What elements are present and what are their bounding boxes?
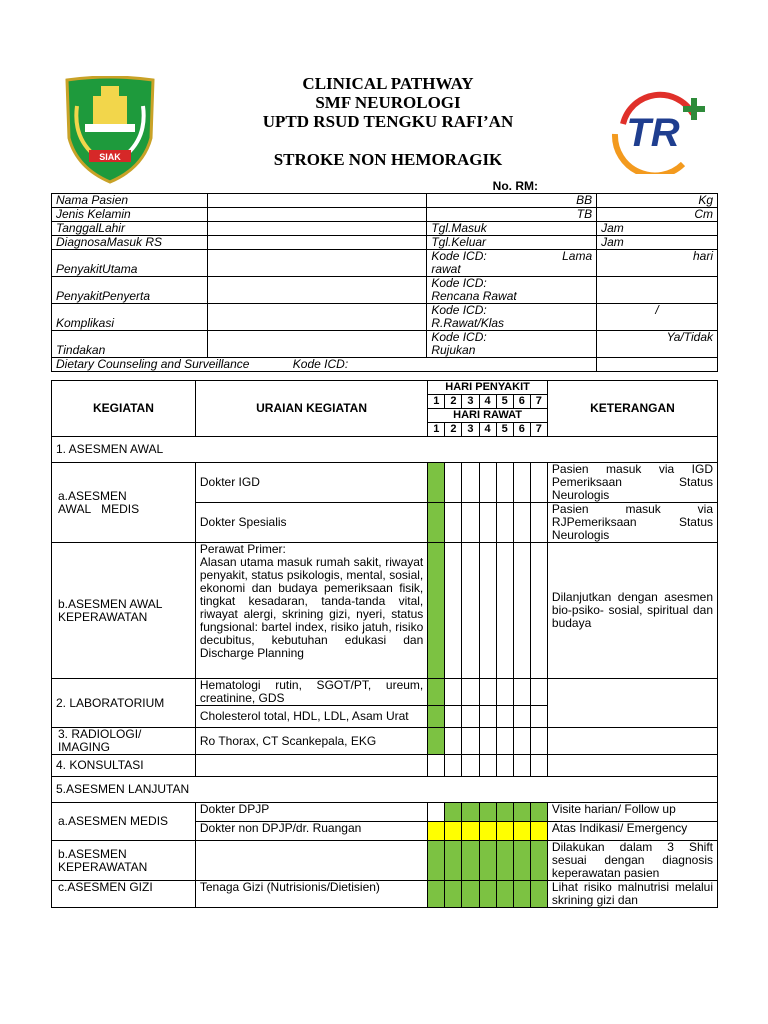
header-uraian: URAIAN KEGIATAN xyxy=(195,381,427,437)
header-hari-rawat: HARI RAWAT xyxy=(428,409,548,423)
day-cell[interactable] xyxy=(445,463,462,503)
label-tgl-lahir: TanggalLahir xyxy=(52,222,208,236)
day-cell[interactable] xyxy=(530,463,547,503)
day-cell[interactable] xyxy=(462,706,479,728)
ket-lab xyxy=(547,679,717,728)
label-tgl-keluar: Tgl.Keluar xyxy=(427,236,597,250)
field-penyakit-utama[interactable] xyxy=(207,250,426,277)
day-cell[interactable] xyxy=(530,822,547,841)
day-cell[interactable] xyxy=(513,755,530,777)
day-cell[interactable] xyxy=(462,503,479,543)
day-4: 4 xyxy=(479,423,496,437)
label-jenis: Jenis Kelamin xyxy=(52,208,208,222)
field-diagnosa[interactable] xyxy=(207,236,426,250)
day-5: 5 xyxy=(496,423,513,437)
day-cell[interactable] xyxy=(428,706,445,728)
day-cell[interactable] xyxy=(479,822,496,841)
field-dietary[interactable] xyxy=(597,358,718,372)
field-komplikasi[interactable] xyxy=(207,304,426,331)
info-row xyxy=(52,194,718,208)
table-row xyxy=(52,463,718,503)
uraian-gizi: Tenaga Gizi (Nutrisionis/Dietisien) xyxy=(195,881,427,908)
siak-logo xyxy=(63,76,157,186)
day-cell[interactable] xyxy=(445,755,462,777)
day-cell[interactable] xyxy=(496,881,513,908)
day-6: 6 xyxy=(513,423,530,437)
table-row xyxy=(52,679,718,706)
label-ya-tidak: Ya/Tidak xyxy=(597,331,718,358)
day-cell[interactable] xyxy=(530,679,547,706)
tr-logo xyxy=(603,84,713,174)
day-cell[interactable] xyxy=(462,728,479,755)
day-1: 1 xyxy=(428,395,445,409)
no-rm-label: No. RM: xyxy=(492,179,538,193)
label-asesmen-medis: a.ASESMEN MEDIS xyxy=(52,803,196,841)
day-cell[interactable] xyxy=(428,803,445,822)
label-tgl-masuk: Tgl.Masuk xyxy=(427,222,597,236)
cell-kode-rencana xyxy=(427,277,597,304)
day-cell[interactable] xyxy=(479,706,496,728)
uraian-dokter-igd: Dokter IGD xyxy=(195,463,427,503)
perawat-title: Perawat Primer: xyxy=(199,542,286,556)
day-1: 1 xyxy=(428,423,445,437)
info-row xyxy=(52,222,718,236)
day-cell[interactable] xyxy=(513,822,530,841)
section-asesmen-awal: 1. ASESMEN AWAL xyxy=(52,437,718,463)
table-row xyxy=(52,881,718,908)
day-cell[interactable] xyxy=(530,543,547,679)
day-7: 7 xyxy=(530,395,547,409)
day-cell[interactable] xyxy=(445,803,462,822)
cell-kode-rujukan xyxy=(427,331,597,358)
day-cell[interactable] xyxy=(428,503,445,543)
uraian-radiologi: Ro Thorax, CT Scankepala, EKG xyxy=(195,728,427,755)
cell-kode-lama xyxy=(427,250,597,277)
day-cell[interactable] xyxy=(530,803,547,822)
day-cell[interactable] xyxy=(496,728,513,755)
day-cell[interactable] xyxy=(479,755,496,777)
day-cell[interactable] xyxy=(428,881,445,908)
day-cell[interactable] xyxy=(462,755,479,777)
day-cell[interactable] xyxy=(462,543,479,679)
uraian-perawat xyxy=(195,543,427,679)
day-cell[interactable] xyxy=(513,679,530,706)
day-cell[interactable] xyxy=(428,463,445,503)
ket-gizi: Lihat risiko malnutrisi melalui skrining gizi dan xyxy=(547,881,717,908)
day-cell[interactable] xyxy=(462,463,479,503)
label-lama: Lama xyxy=(562,249,593,263)
day-cell[interactable] xyxy=(445,822,462,841)
day-cell[interactable] xyxy=(445,881,462,908)
header-row xyxy=(52,381,718,395)
pathway-table xyxy=(51,380,718,908)
day-cell[interactable] xyxy=(462,881,479,908)
day-5: 5 xyxy=(496,395,513,409)
ket-igd: Pasien masuk via IGD Pemeriksaan Status Neurologis xyxy=(547,463,717,503)
day-cell[interactable] xyxy=(496,755,513,777)
label-jam-keluar: Jam xyxy=(597,236,718,250)
ket-dpjp: Visite harian/ Follow up xyxy=(547,803,717,822)
day-cell[interactable] xyxy=(428,543,445,679)
day-cell[interactable] xyxy=(445,679,462,706)
day-cell[interactable] xyxy=(479,543,496,679)
info-row xyxy=(52,236,718,250)
day-cell[interactable] xyxy=(530,728,547,755)
day-cell[interactable] xyxy=(462,803,479,822)
table-row xyxy=(52,543,718,679)
uraian-dokter-non-dpjp: Dokter non DPJP/dr. Ruangan xyxy=(195,822,427,841)
day-cell[interactable] xyxy=(530,841,547,881)
day-cell[interactable] xyxy=(496,543,513,679)
day-cell[interactable] xyxy=(513,463,530,503)
info-row xyxy=(52,250,718,277)
header-kegiatan: KEGIATAN xyxy=(52,381,196,437)
label-komplikasi: Komplikasi xyxy=(52,304,208,331)
day-cell[interactable] xyxy=(428,822,445,841)
day-cell[interactable] xyxy=(479,679,496,706)
ket-non-dpjp: Atas Indikasi/ Emergency xyxy=(547,822,717,841)
day-6: 6 xyxy=(513,395,530,409)
day-cell[interactable] xyxy=(445,543,462,679)
siak-logo-text: SIAK xyxy=(99,152,121,162)
label-penyakit-penyerta: PenyakitPenyerta xyxy=(52,277,208,304)
uraian-asesmen-keperawatan xyxy=(195,841,427,881)
label-kode-icd: Kode ICD: xyxy=(431,276,487,290)
day-4: 4 xyxy=(479,395,496,409)
tr-logo-text: TR xyxy=(626,111,680,155)
uraian-dokter-spesialis: Dokter Spesialis xyxy=(195,503,427,543)
label-asesmen-awal-keperawatan: b.ASESMEN AWAL KEPERAWATAN xyxy=(52,543,196,679)
day-cell[interactable] xyxy=(445,728,462,755)
day-cell[interactable] xyxy=(445,841,462,881)
section-asesmen-lanjutan: 5.ASESMEN LANJUTAN xyxy=(52,777,718,803)
label-asesmen-keperawatan: b.ASESMEN KEPERAWATAN xyxy=(52,841,196,881)
day-7: 7 xyxy=(530,423,547,437)
day-cell[interactable] xyxy=(462,822,479,841)
day-cell[interactable] xyxy=(462,841,479,881)
perawat-text: Alasan utama masuk rumah sakit, riwayat penyakit, status psikologis, mental, sosial, ekonomi dan budaya pemeriksaan fisik, tingkat kesadaran, tanda-tanda vital, riwayat alergi, skrining gizi, nyeri, status fungsional: bartel index, risiko jatuh, risiko decubitus, kebutuhan edukasi dan Discharge Planning xyxy=(199,555,424,660)
uraian-lab-2: Cholesterol total, HDL, LDL, Asam Urat xyxy=(195,706,427,728)
day-cell[interactable] xyxy=(513,841,530,881)
section-row xyxy=(52,437,718,463)
uraian-konsultasi xyxy=(195,755,427,777)
field-penyakit-penyerta[interactable] xyxy=(207,277,426,304)
info-row xyxy=(52,331,718,358)
header-hari-penyakit: HARI PENYAKIT xyxy=(428,381,548,395)
cell-kode-rrawat xyxy=(427,304,597,331)
day-cell[interactable] xyxy=(496,679,513,706)
day-cell[interactable] xyxy=(496,706,513,728)
field-nama[interactable] xyxy=(207,194,426,208)
day-2: 2 xyxy=(445,423,462,437)
title-hospital: UPTD RSUD TENGKU RAFI’AN xyxy=(262,112,514,131)
title-smf: SMF NEUROLOGI xyxy=(315,93,461,112)
label-penyakit-utama: PenyakitUtama xyxy=(52,250,208,277)
day-cell[interactable] xyxy=(496,463,513,503)
ket-spesialis: Pasien masuk via RJPemeriksaan Status Neurologis xyxy=(547,503,717,543)
label-asesmen-awal-medis: a.ASESMEN AWAL MEDIS xyxy=(52,463,196,543)
table-row xyxy=(52,755,718,777)
day-cell[interactable] xyxy=(513,728,530,755)
day-cell[interactable] xyxy=(513,503,530,543)
label-kode-icd: Kode ICD: xyxy=(431,330,487,344)
day-cell[interactable] xyxy=(496,822,513,841)
day-3: 3 xyxy=(462,395,479,409)
label-kode-icd: Kode ICD: xyxy=(431,249,487,263)
title-diagnosis: STROKE NON HEMORAGIK xyxy=(273,150,503,169)
day-cell[interactable] xyxy=(445,706,462,728)
field-jenis[interactable] xyxy=(207,208,426,222)
title-clinical-pathway: CLINICAL PATHWAY xyxy=(302,74,474,93)
label-dietary: Dietary Counseling and Surveillance xyxy=(56,357,250,371)
label-tb: TB xyxy=(427,208,597,222)
table-row xyxy=(52,803,718,822)
section-row xyxy=(52,777,718,803)
day-cell[interactable] xyxy=(496,503,513,543)
uraian-lab-1: Hematologi rutin, SGOT/PT, ureum, creatinine, GDS xyxy=(195,679,427,706)
day-cell[interactable] xyxy=(428,728,445,755)
label-rujukan: Rujukan xyxy=(431,343,476,357)
label-bb: BB xyxy=(427,194,597,208)
label-kode-icd: Kode ICD: xyxy=(292,357,349,371)
day-cell[interactable] xyxy=(479,463,496,503)
day-2: 2 xyxy=(445,395,462,409)
label-kg: Kg xyxy=(597,194,718,208)
label-laboratorium: 2. LABORATORIUM xyxy=(52,679,196,728)
label-jam-masuk: Jam xyxy=(597,222,718,236)
info-row xyxy=(52,358,718,372)
ket-radiologi xyxy=(547,728,717,755)
info-row xyxy=(52,304,718,331)
label-kode-icd: Kode ICD: xyxy=(431,303,487,317)
day-cell[interactable] xyxy=(479,503,496,543)
day-cell[interactable] xyxy=(496,803,513,822)
day-cell[interactable] xyxy=(428,679,445,706)
ket-keperawatan: Dilakukan dalam 3 Shift sesuai dengan diagnosis keperawatan pasien xyxy=(547,841,717,881)
info-row xyxy=(52,277,718,304)
patient-info-table xyxy=(51,193,718,372)
day-cell[interactable] xyxy=(530,755,547,777)
label-rencana: Rencana Rawat xyxy=(431,289,517,303)
uraian-dokter-dpjp: Dokter DPJP xyxy=(195,803,427,822)
day-cell[interactable] xyxy=(496,841,513,881)
day-cell[interactable] xyxy=(479,803,496,822)
table-row xyxy=(52,841,718,881)
info-row xyxy=(52,208,718,222)
label-asesmen-gizi: c.ASESMEN GIZI xyxy=(52,881,196,908)
day-cell[interactable] xyxy=(513,543,530,679)
day-cell[interactable] xyxy=(462,679,479,706)
label-tindakan: Tindakan xyxy=(52,331,208,358)
day-cell[interactable] xyxy=(513,706,530,728)
ket-perawat: Dilanjutkan dengan asesmen bio-psiko- sosial, spiritual dan budaya xyxy=(547,543,717,679)
label-nama: Nama Pasien xyxy=(52,194,208,208)
ket-konsultasi xyxy=(547,755,717,777)
label-cm: Cm xyxy=(597,208,718,222)
label-slash: / xyxy=(597,304,718,331)
label-hari: hari xyxy=(597,250,718,277)
day-cell[interactable] xyxy=(479,728,496,755)
field-tgl-lahir[interactable] xyxy=(207,222,426,236)
day-cell[interactable] xyxy=(513,803,530,822)
day-cell[interactable] xyxy=(530,706,547,728)
day-cell[interactable] xyxy=(479,881,496,908)
day-cell[interactable] xyxy=(479,841,496,881)
day-cell[interactable] xyxy=(428,755,445,777)
label-radiologi: 3. RADIOLOGI/ IMAGING xyxy=(52,728,196,755)
header-keterangan: KETERANGAN xyxy=(547,381,717,437)
label-rawat: rawat xyxy=(431,262,461,276)
day-cell[interactable] xyxy=(530,881,547,908)
day-cell[interactable] xyxy=(428,841,445,881)
day-cell[interactable] xyxy=(513,881,530,908)
day-cell[interactable] xyxy=(445,503,462,543)
day-3: 3 xyxy=(462,423,479,437)
label-konsultasi: 4. KONSULTASI xyxy=(52,755,196,777)
field-tindakan[interactable] xyxy=(207,331,426,358)
label-diagnosa: DiagnosaMasuk RS xyxy=(52,236,208,250)
table-row xyxy=(52,728,718,755)
cell-dietary xyxy=(52,358,597,372)
field-rencana[interactable] xyxy=(597,277,718,304)
label-rrawat: R.Rawat/Klas xyxy=(431,316,505,330)
day-cell[interactable] xyxy=(530,503,547,543)
